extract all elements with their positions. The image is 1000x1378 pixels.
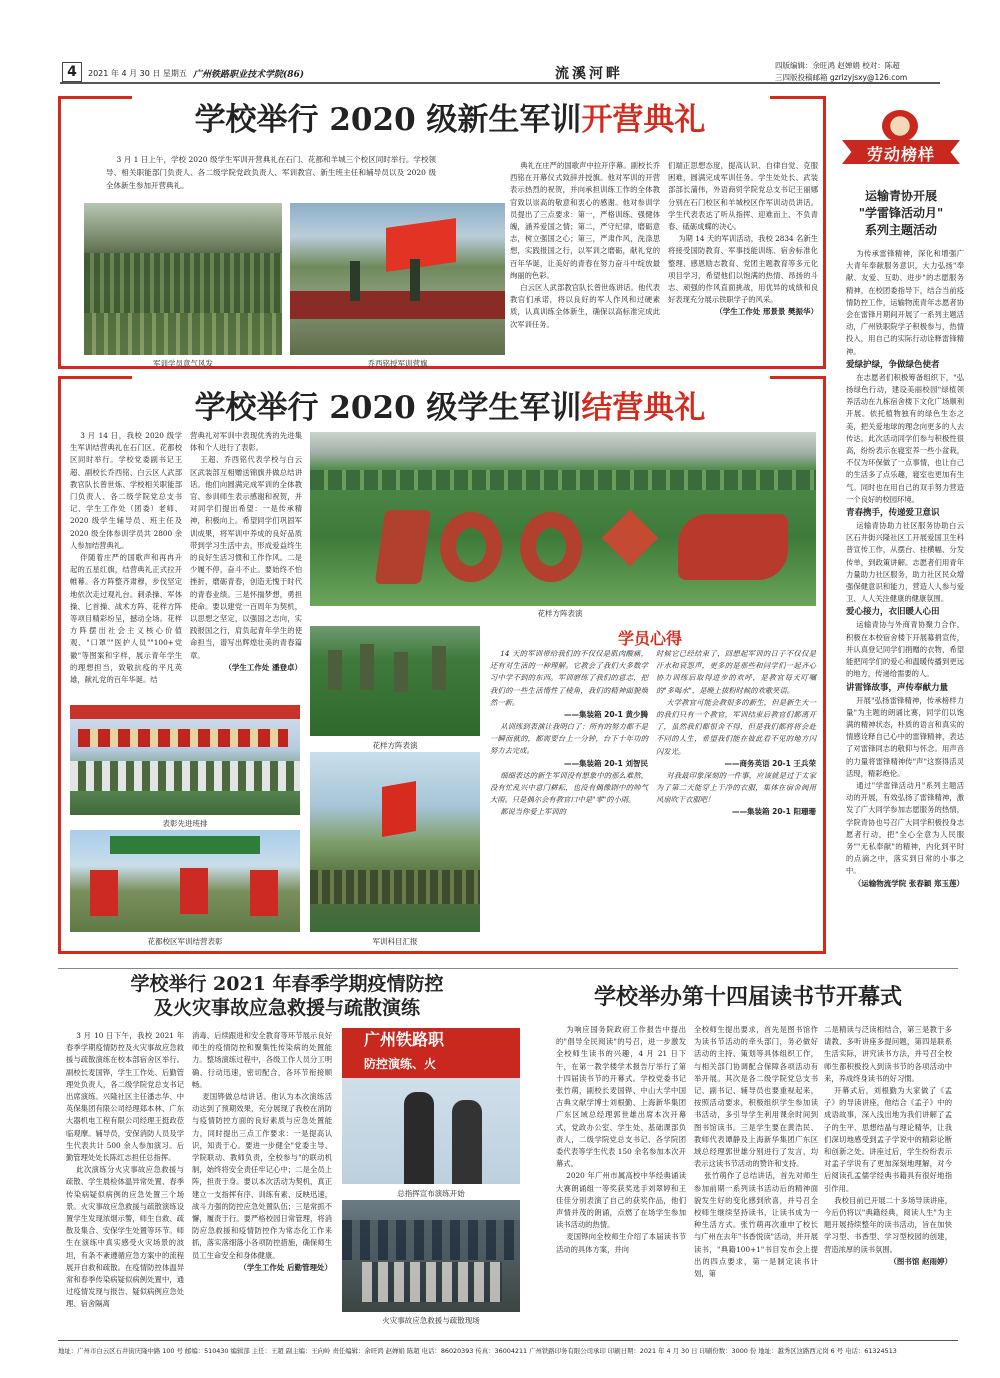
article4-col2-para2: 张竹萌作了总结讲话，首先对师生参加前期一系列读书活动后的精神面貌发生好的变化感到欣喜，并号召全校师生继续坚持读书，让读书成为一种生活方式。张竹萌再次重申了校长与广州在去年"书香悦读"活动，并开展读书，"典籍100+1"书目发布会上提出的四点要求，第一是制定读书计划，第 <box>694 1171 818 1279</box>
reflection-3-cont: 都说当你爱上军训的 <box>500 807 566 817</box>
article4-col3 <box>824 1024 952 1268</box>
sidebar-title-line1: 运输青协开展 <box>864 189 937 203</box>
caption-training-review: 军训科目汇报 <box>372 937 418 946</box>
sidebar-heading3: 爱心接力，衣旧暖人心田 <box>846 607 940 618</box>
editor-credits: 四版编辑：余旺鸿 赵婵娟 校对：陈超 <box>775 61 900 70</box>
article3-col1-para2: 此次演练分火灾事故应急救援与疏散、学生晨检体温异常处置、春季传染病疑似病例的应急处置三个场景。火灾事故应急救援与疏散演练设置学生发现浓烟示警，师生自救、疏散及集合、安保学生处置等环节。师生在演练中真实感受火灾场景的波坦，有条不紊遵循应急方案中的流程展开自救和疏散。在疫情防控体温异常和春季传染病疑似病例处置中，通过疫情发现与报告、疑似病例应急处理、宿舍隔离 <box>66 1165 184 1309</box>
sidebar-para6: 通过"学雷锋活动月"系列主题活动的开展，有效弘扬了雷锋精神，激发了广大同学参加志愿服务的热情，学院青协也号召广大同学积极投身志愿者行动，把"全心全意为人民服务""无私奉献"的精神，内化到平时的点滴之中，落实到日常的小事之中。 <box>846 780 964 876</box>
sidebar-title-line2: "学雷锋活动月" <box>858 206 944 220</box>
article1-col2-para1: 们端正思想态度，提高认识、自律自觉、克服困难，圆满完成军训任务。学生处处长、武装部部长蒲伟，外语商贸学院党总支书记王丽娜分别在石门校区和羊城校区作军训动员讲话。学生代表表达了听从指挥、迎难而上、不负青春、砥砺成蝶的决心。 <box>668 161 818 232</box>
article2-title-main: 学校举行 2020 级学生军训 <box>194 390 582 426</box>
sidebar-para3: 运输青协助力社区服务协助白云区石井街兴隆社区工开展爱国卫生科普宣传工作，从摆台、挂横幅、分发传单，到政策讲解。志愿者们用青年力量助力社区服务，助力社区民众增强保健意识和能力，营造人人参与爱卫、人人关注健康的健康氛围。 <box>846 521 964 604</box>
sidebar-heading4: 讲雷锋故事，声传奉献力量 <box>846 682 949 693</box>
sidebar-heading1: 爱绿护绿，争做绿色使者 <box>846 359 940 370</box>
sidebar-para1: 为传承雷锋精神，深化和增强广大青年奉献服务意识，大力弘扬"奉献、友爱、互助、进步"的志愿服务精神，在校团委指导下，结合当前疫情防控工作，运输物流青年志愿者协会在雷锋月期间开展了一系列主题活动，广州铁职院学子积极参与，热情投入，用自己的实际行动诠释雷锋精神。 <box>846 249 964 356</box>
article1-col2-para2: 为期 14 天的军训活动，我校 2834 名新生将接受国防教育、军事技能训练、宿舍标准化整理、感恩励志教育、党团主题教育等多元化项目学习，希望他们以饱满的热情、昂扬的斗志、顽强的作风直面挑战，用优异的成绩和良好表现充分展示铁职学子的风采。 <box>668 234 818 305</box>
photo-formation-100 <box>310 432 816 606</box>
page-number: 4 <box>62 62 82 82</box>
article2-title-highlight: 结营典礼 <box>581 390 706 426</box>
article4-col3-para3: 我校目前已开展二十多场导读讲座，今后仍将以"典籍经典，阅读人生"为主题开展持续整年的读书活动，旨在加快学习型、书香型、学习型校园的创建，营造浓厚的读书氛围。 <box>824 1195 952 1254</box>
page-header <box>60 62 940 84</box>
article3-col2-para1: 消毒、后续跟进和安全教育等环节展示良好师生的疫情防控和聚集性传染病的处置能力。整场演练过程中，各级工作人员分工明确、行动迅速，密切配合，各环节衔接顺畅。 <box>192 1031 332 1089</box>
article1-col1 <box>510 160 660 331</box>
sidebar-para2: 在志愿者们积极筹备组织下，"弘扬绿色行动，建设美丽校园"绿植领养活动在九栋宿舍楼下文化广场顺利开展。依托植物独有的绿色生态之美，把关爱地球的理念向更多的人去传达。此次活动同学们参与积极性很高，纷纷表示在寝室养一些小盆栽，不仅为环保做了一点事情，也让自己的生活多了点乐趣，寝室也更加有生气。同时也在用自己的双手努力营造一个良好的校园环境。 <box>846 372 964 504</box>
reflection-1: 14 天的军训带给我们的不仅仅是肌肉酸痛，还有对生活的一种理解。它教会了我们大多数学习中学不到的东西。军训磨练了我们的意志，把我们的一些生活惰性了棱角，我们的精神面貌焕然一新。 <box>490 649 648 707</box>
article2-col1-para2: 伴随着庄严的国歌声和再冉升起的五星红旗，结营典礼正式拉开帷幕。各方阵整齐肃穆，步伐坚定地依次走过观礼台。刺杀操、军体操、匕首操、战术方阵、花样方阵等项目精彩纷呈，撼动全场。花样方阵摆出社会主义核心价值观、"口罩""医护人员""100+党徽"等图案和字样，展示青年学生的理想担当，致敬抗疫的平凡英雄，献礼党的百年华诞。结 <box>70 553 182 685</box>
caption-formation: 花样方阵表演 <box>537 609 583 618</box>
caption-drill: 花样方阵表演 <box>372 741 418 750</box>
article1-signature: （学生工作处 邢景景 樊振华） <box>715 307 818 317</box>
reflection-1-author: ——集装箱 20-1 黄少腾 <box>564 710 648 720</box>
article1-title-rule-right <box>770 96 826 99</box>
article4-col1-para3: 麦国铧向全校师生介绍了本届读书节活动的具体方案，并向 <box>556 1232 686 1254</box>
article1-col1-para2: 白云区人武部教官队长曾世炼讲话。他代表教官们承诺，将以良好的军人作风和过硬素质，认真训练全体新生，确保以高标准完成此次军训任务。 <box>510 283 660 329</box>
article2-col1-para1: 3 月 14 日，我校 2020 级学生军训结营典礼在石门区、花都校区同时举行。学校党委副书记王超、副校长乔西铭、白云区人武部教官队长曾世炼、学校相关职能部门负责人、各二级学院党总支书记、学生工作处（团委）老师、2020 级学生辅导员、班主任及 2020 级全体参训学员共 2800 余人参加结营典礼。 <box>70 431 182 550</box>
article4-col1 <box>556 1024 686 1256</box>
photo-flag-presentation <box>290 203 505 355</box>
photo-trainees-in-formation <box>84 203 282 355</box>
caption-commendation: 表彰先进班排 <box>162 819 208 828</box>
article1-title-main: 学校举行 2020 级新生军训 <box>194 102 582 138</box>
article3-title <box>62 972 512 1020</box>
photo-commendation <box>70 705 300 815</box>
model-badge-logo <box>842 110 960 180</box>
article3-col1-para1: 3 月 10 日下午，我校 2021 年春季学期疫情防控及火灾事故应急救援与疏散演练在校本部宿舍区举行。副校长麦国铧，学生工作处、后勤管理处负责人，各二级学院党总支书记出席演练。兴隆社区主任潘志华、中英保集团有限公司经理郑本林、广东大器机电工程有限公司经理王挺政莅临观摩。辅导员，安保消防人员及学生代表共计 500 余人参加演习。后勤管理处处长陈红志担任总指挥。 <box>66 1031 184 1163</box>
article2-title-rule-right <box>770 376 826 379</box>
issue-date: 2021 年 4 月 30 日 星期五 <box>88 69 187 78</box>
article4-col1-para1: 为响应国务院政府工作报告中提出的"倡导全民阅读"的号召，进一步激发全校师生读书的兴趣，4 月 21 日下午，在第一教学楼学术报告厅举行了第十四届读书节的开幕式。学校党委书记张竹萌，副校长麦国铧、中山大学中国古典文献学博士刘根勤、上海新华集团广东区域总经理郭世雄出席本次开幕式，党政办公室、学生处、基础课部负责人，二级学院党总支书记、各学院团委代表等学生代表 150 余名参加本次开幕式。 <box>556 1025 686 1169</box>
logo-text: 劳动榜样 <box>866 145 935 164</box>
article1-col1-para1: 典礼在庄严的国歌声中拉开序幕。副校长乔西铭在开幕仪式致辞并授旗。他对军训的开营表示热烈的祝贺，并向承担训练工作的全体教官致以崇高的敬意和衷心的感谢。他对参训学员提出了三点要求：第一，严格训练、强健体魄，涵养爱国之情；第二，严守纪律，磨砺意志，树立强国之心；第三，严肃作风，洗涤思想，实践报国之行，以军训之磨砺，献礼党的百年华诞，让美好的青春在努力奋斗中绽放最绚丽的色彩。 <box>510 161 660 280</box>
article3-col2-para2: 麦国铧做总结讲话。他认为本次演练活动达到了预期效果，充分展现了我校在消防与疫情防控方面的良好素质与应急处置能力，同时提出三点工作要求：一是提高认识，知责于心。要进一步健全"党委主导、学院联动、教师负责，全校参与"的联动机制，始终将安全责任牢记心中；二是全员上阵，担责于身。要以本次活动为契机，真正建立一支指挥有序、训练有素、反映迅速，战斗力强的防控应急处置队伍；三是常抓不懈，履责于行。要严格校园日常管理，将消防应急救援和疫情防控作为常态化工作来抓，落实落细落小各项防控措施，确保师生员工生命安全和身体健康。 <box>192 1092 332 1260</box>
submission-email: 三四版投稿邮箱 gzrlzyjsxy@126.com <box>775 73 908 82</box>
article3-title-line2: 及火灾事故应急救援与疏散演练 <box>153 997 420 1019</box>
article4-col1-para2: 2020 年广州市属高校中华经典诵读大赛朗诵组一等奖获奖选手刘翠婷和王佳佳分别表演了自己的获奖作品，他们声情并茂的朗诵，点燃了在场学生参加读书活动的热情。 <box>556 1171 686 1230</box>
caption-flags-award: 花都校区军训结营表彰 <box>147 937 223 946</box>
reflections-col2 <box>656 648 816 818</box>
paper-name: 广州铁路职业技术学院(86) <box>193 70 305 80</box>
logo-emblem-icon <box>882 110 918 142</box>
reflection-3: 细细表达的新生军训没有想象中的那么难熬，没有忙乱兴中意门耕耘，也没有偶像剧中的帅气大雨。只是偶尔会有教官口中是"零"的小雨。 <box>490 770 648 805</box>
photo-drill-performance <box>310 626 480 736</box>
reflection-4: 时候它已经结束了，回想起军训的日子不仅仅是汗水和衰怨声，更多的是那些和同学们一起齐心协力训练后取得进步的欢呼，是教官每天叮嘱的"多喝水"，是晚上拔粉时候的欢歌笑语。 <box>656 649 816 695</box>
article4-col2-para1: 全校师生提出要求，首先是图书馆作为读书节活动的牵头部门，务必做好活动的主持、策划等具体组织工作，与相关部门协调配合保障各项活动有举开展。其次是各二级学院党总支书记、副书记、辅导员也要重视起来，按照活动要求，积极组织学生参加读书活动，多引导学生利用课余时间到图书馆读书。三是学生要在黄浩民、教师代表谭静及上海新华集团广东区域总经理郭世雄分别进行了发言，均表示这读书节活动的赞许和支持。 <box>694 1025 818 1169</box>
sidebar-heading2: 青春携手，传递爱卫意识 <box>846 508 940 519</box>
article3-title-line1: 学校举行 2021 年春季学期疫情防控 <box>130 973 444 995</box>
section-divider <box>58 968 958 969</box>
article1-lead: 3 月 1 日上午，学校 2020 级学生军训开营典礼在石门、花都和羊城三个校区同时举行。学校领导、相关职能部门负责人、各二级学院党政负责人、军训教官、新生班主任和辅导员以及 2020 级全体新生参加开营典礼。 <box>106 155 436 190</box>
article4-signature: （图书馆 赵雨婷） <box>889 1256 952 1266</box>
article2-title <box>130 388 770 428</box>
drill-banner-line2: 防控演练、火 <box>364 1057 437 1071</box>
sidebar-signature: （运输物流学院 张春颖 郑玉莲） <box>853 878 964 888</box>
article3-col1 <box>66 1030 184 1311</box>
drill-banner <box>342 1028 520 1078</box>
article3-col2 <box>192 1030 332 1274</box>
sidebar-para5: 开展"弘扬雷锋精神，传承榜样力量"为主题的朗诵比赛，同学们以饱满的精神状态，朴质的语言和真实的情感诠释自己心中的雷锋精神，表达了对雷锋同志的敬仰与怀念。用声音的力量将雷锋精神传"声"这察得活灵活现，精彩绝伦。 <box>846 695 964 778</box>
article2-col1 <box>70 430 182 686</box>
sidebar-title-line3: 系列主题活动 <box>864 223 937 237</box>
article2-col2 <box>190 430 302 674</box>
article1-title-rule-left <box>58 96 132 99</box>
reflections-col1 <box>490 648 648 818</box>
page-footer: 地址：广州市白云区石井街庆隆中路 100 号 邮编：510430 编辑部 主任：王超 副主编：王向岭 责任编辑：余旺鸿 赵婵娟 陈超 电话：86020393 传真：36004211 广州铁路印务有限公司承印 印刷日期：2021 年 4 月 30 日 印刷份数：3000 份 地址：越秀区这路西元岗 6 号 电话：61324513 <box>58 1340 958 1355</box>
article1-title-highlight: 开营典礼 <box>581 102 706 138</box>
reflection-2: 从训练到表演让我明白了：所有的努力都不是一瞬而就的，都需要台上一分钟，台下十年功的努力去完成。 <box>490 722 648 756</box>
drill-banner-line1: 广州铁路职 <box>364 1030 445 1049</box>
photo-commander-announces <box>342 1028 520 1184</box>
caption-flag: 乔西铭授军训营旗 <box>367 359 428 368</box>
photo-flags-award <box>70 830 300 932</box>
sidebar <box>836 100 966 960</box>
reflection-6: 对我最印象深刻的一件事，应该就是过于太家为了第二天能穿上干净的衣服，集体在宿舍阀用风扇吹干衣服吧！ <box>656 770 816 805</box>
article4-col3-para2: 开幕式后，刘根勤为大家做了《孟子》的导读讲座，他结合《孟子》中的成语故事，深入浅出地为我们讲解了孟子的生平、思想结晶与理论精华，让我们深切地感受到孟子学说中的精彩论断和创新之处。讲座过后，学生纷纷表示对孟子学说有了更加深刻地理解，对今后阅读孔孟儒学经典书籍具有很好地指引作用。 <box>824 1086 952 1193</box>
article4-col2 <box>694 1024 818 1280</box>
article3-signature: （学生工作处 后勤管理处） <box>239 1262 332 1272</box>
article2-title-rule-left <box>58 376 132 379</box>
article4-col3-para1: 二是精读与泛读相结合，第三是教于多请教、多听讲座多提问题，第四是联系生活实际，讲究读书方法，并号召全校师生都积极投入到读书节的各项活动中来，养成终身读书的好习惯。 <box>824 1025 952 1083</box>
caption-trainees: 军训学员意气风发 <box>153 359 213 368</box>
photo-training-review <box>310 752 480 932</box>
sidebar-body <box>846 248 964 890</box>
photo-fire-drill-scene <box>342 1200 520 1312</box>
reflection-5: 大学教官可能会教很多的新生，但是新生大一的我们只有一个教官，军训结束后教官们都离开了，虽然我们都很舍不得，但是我们都将将会赴不同的人生，希望我们能在彼此看不见的地方闪闪发光。 <box>656 697 816 756</box>
reflection-5-author: ——商务英语 20-1 王兵荣 <box>724 758 816 768</box>
article1-title <box>130 100 770 140</box>
article4-title: 学校举办第十四届读书节开幕式 <box>593 984 902 1010</box>
article1-col2 <box>668 160 818 318</box>
section-name: 流溪河畔 <box>555 66 623 82</box>
article2-col2-para1: 营典礼对军训中表现优秀的先进集体和个人进行了表彰。 <box>190 431 302 453</box>
reflection-6-author: ——集装箱 20-1 阳珊珊 <box>732 807 816 817</box>
reflections-title: 学员心得 <box>618 629 683 648</box>
sidebar-title <box>836 188 966 239</box>
article2-col2-para2: 王超、乔西铭代表学校与白云区武装部互相赠送锦旗并做总结讲话。他们向圆满完成军训的全体教官、参训师生表示感谢和祝贺，并对同学们提出希望：一是传承精神，积极向上。希望同学们巩固军训成果，将军训中养成的良好品质带到学习生活中去，形成爱益终生的良好生活习惯和工作作风。二是少履不停，奋斗不止。要始终不怕挫折，磨砺青春，创造无愧于时代的青春业绩。三是怀揣梦想，勇担使命。要以建党一百周年为契机，以思想之坚定，以强国之志向，实践报国之行，肩负起青年学生的使命担当，谱写出辉煌壮美的青春篇章。 <box>190 455 302 660</box>
reflection-2-author: ——集装箱 20-1 刘智民 <box>564 758 648 768</box>
caption-fire-drill: 火灾事故应急救援与疏散现场 <box>382 1316 480 1325</box>
caption-commander: 总指挥宣布演练开始 <box>397 1189 465 1198</box>
article2-signature: （学生工作处 潘登卓） <box>224 662 302 672</box>
sidebar-para4: 运输青协与外商青协聚力合作，积极在本校宿舍楼下开展募捐宣传，并认真登记同学们捐赠的衣物，希望能把同学们的爱心和温暖传播到更远的地方，传递给需要的人。 <box>846 620 964 679</box>
